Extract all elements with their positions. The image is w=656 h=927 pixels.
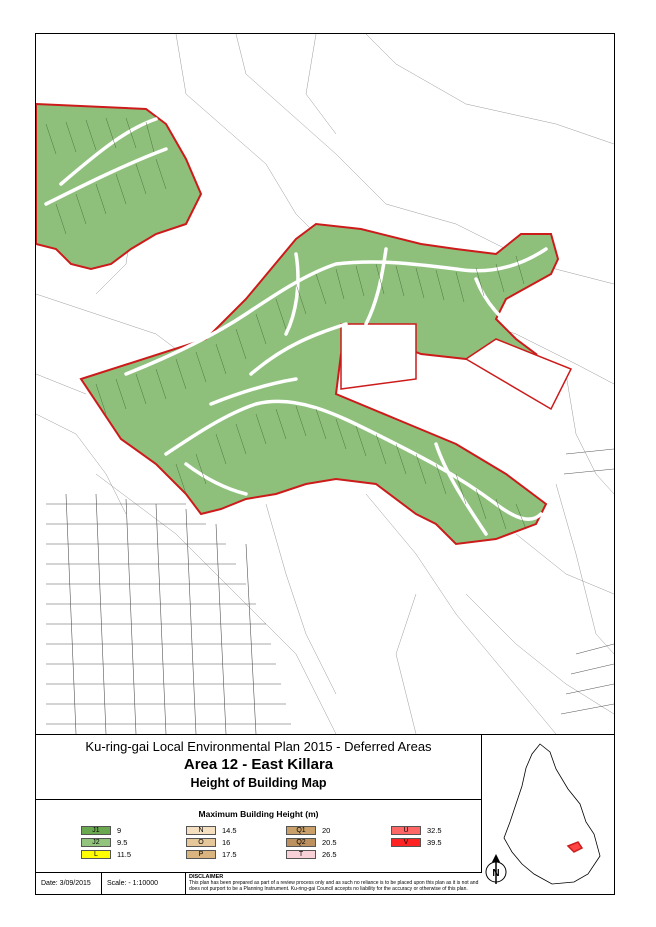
north-label: N xyxy=(492,868,500,879)
legend-swatch: Q2 xyxy=(286,838,316,847)
legend-item xyxy=(81,826,121,836)
legend-swatch: T xyxy=(286,850,316,859)
legend-value: 14.5 xyxy=(222,826,237,835)
legend-item xyxy=(186,838,230,848)
council-boundary-outline xyxy=(504,744,600,884)
legend-value: 39.5 xyxy=(427,838,442,847)
area-title: Area 12 - East Killara xyxy=(183,756,334,773)
footer xyxy=(36,873,482,894)
legend-swatch: J2 xyxy=(81,838,111,847)
locator-map xyxy=(482,734,614,894)
legend-item xyxy=(186,850,237,860)
legend-value: 32.5 xyxy=(427,826,442,835)
legend-item xyxy=(286,826,330,836)
map-canvas[interactable] xyxy=(36,34,614,735)
legend-item xyxy=(186,826,237,836)
plan-title: Ku-ring-gai Local Environmental Plan 2015 - Deferred Areas xyxy=(85,739,432,754)
legend-swatch: O xyxy=(186,838,216,847)
legend-swatch: U xyxy=(391,826,421,835)
legend-item xyxy=(391,826,442,836)
legend-swatch: Q1 xyxy=(286,826,316,835)
legend-value: 16 xyxy=(222,838,231,847)
map-sheet xyxy=(35,33,615,895)
zone-exclusion xyxy=(341,324,416,389)
scale-label: Scale: - 1:10000 xyxy=(102,873,186,894)
legend-value: 11.5 xyxy=(117,850,132,859)
zone-exclusion-east xyxy=(466,339,571,409)
zone-area-northwest[interactable] xyxy=(36,104,201,269)
legend-swatch: V xyxy=(391,838,421,847)
legend-swatch: J1 xyxy=(81,826,111,835)
date-label: Date: 3/09/2015 xyxy=(36,873,102,894)
disclaimer-title: DISCLAIMER xyxy=(189,874,224,880)
locator-area-highlight xyxy=(568,842,582,852)
legend-item xyxy=(286,838,337,848)
map-title: Height of Building Map xyxy=(190,776,327,790)
disclaimer xyxy=(186,874,482,892)
map-svg xyxy=(36,34,614,734)
legend-item xyxy=(391,838,442,848)
legend-value: 20 xyxy=(322,826,331,835)
legend xyxy=(36,800,482,873)
legend-value: 9 xyxy=(117,826,122,835)
legend-value: 17.5 xyxy=(222,850,237,859)
legend-title: Maximum Building Height (m) xyxy=(198,809,319,819)
title-block xyxy=(36,734,482,800)
legend-swatch: P xyxy=(186,850,216,859)
legend-swatch: N xyxy=(186,826,216,835)
legend-item xyxy=(286,850,337,860)
disclaimer-text: This plan has been prepared as part of a review process only and as such no reliance is to be placed upon this plan as it is not and does not purport to be a Planning Instrument. Ku-ring-gai Council accepts no liability for the accuracy or otherwise of this plan. xyxy=(189,880,479,892)
legend-value: 20.5 xyxy=(322,838,337,847)
locator-svg xyxy=(482,734,614,894)
legend-swatch: L xyxy=(81,850,111,859)
legend-item xyxy=(81,838,127,848)
legend-value: 9.5 xyxy=(117,838,128,847)
legend-item xyxy=(81,850,131,860)
legend-value: 26.5 xyxy=(322,850,337,859)
north-arrow-icon xyxy=(486,854,506,884)
